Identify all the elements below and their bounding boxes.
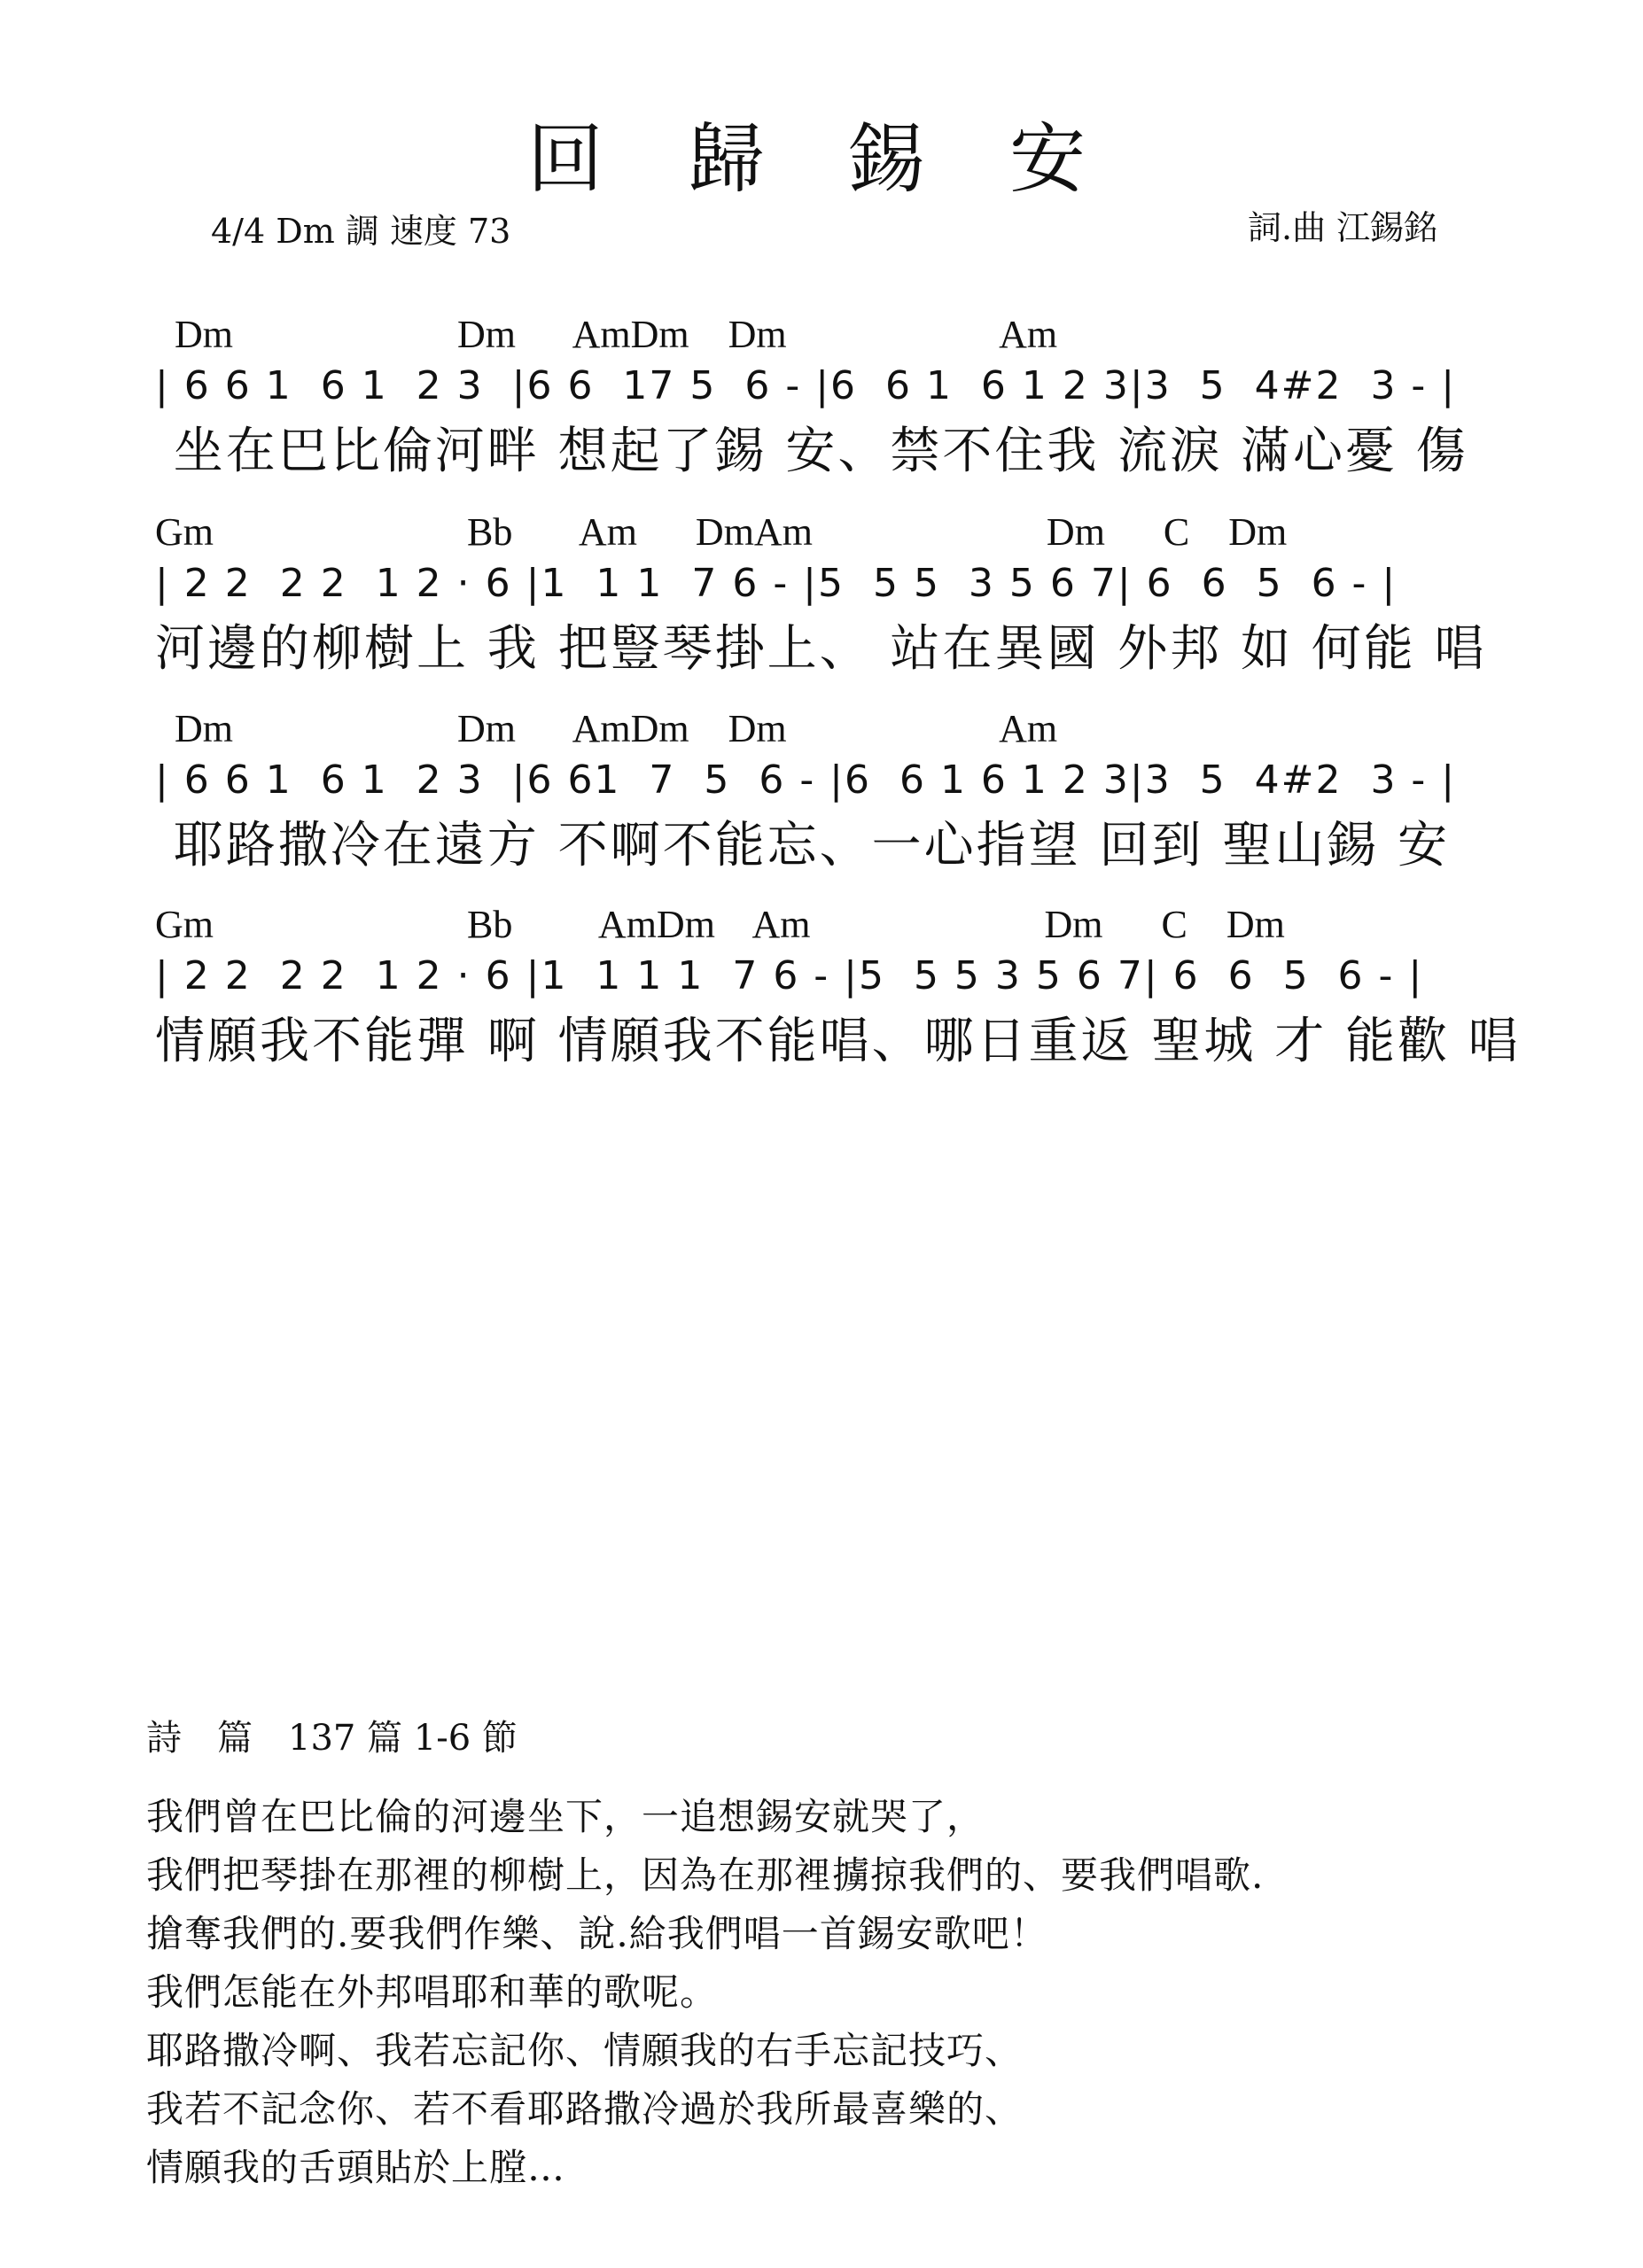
chord-row-3: Dm Dm AmDm Dm Am bbox=[155, 707, 1058, 750]
credit: 詞.曲 江錫銘 bbox=[1248, 208, 1438, 247]
lyrics-row-2: 河邊的柳樹上 我 把豎琴掛上、 站在異國 外邦 如 何能 唱 bbox=[155, 620, 1487, 678]
melody-row-3: | 6 6 1 6 1 2 3 |6 61 7 5 6 - |6 6 1 6 1 2 3|3 5 4#2 3 - | bbox=[155, 757, 1457, 803]
psalm-line: 我若不記念你、若不看耶路撒冷過於我所最喜樂的、 bbox=[146, 2087, 1024, 2131]
psalm-line: 耶路撒冷啊、我若忘記你、情願我的右手忘記技巧、 bbox=[146, 2029, 1024, 2072]
time-key-tempo: 4/4 Dm 調 速度 73 bbox=[211, 212, 511, 251]
psalm-line: 情願我的舌頭貼於上膛… bbox=[146, 2146, 566, 2189]
melody-row-2: | 2 2 2 2 1 2 · 6 |1 1 1 7 6 - |5 5 5 3 5 6 7| 6 6 5 6 - | bbox=[155, 561, 1398, 606]
psalm-line: 我們曾在巴比倫的河邊坐下，一追想錫安就哭了， bbox=[146, 1795, 985, 1838]
chord-row-4: Gm Bb AmDm Am Dm C Dm bbox=[155, 903, 1285, 946]
lyrics-row-3: 耶路撒冷在遠方 不啊不能忘、一心指望 回到 聖山錫 安 bbox=[155, 817, 1451, 874]
psalm-line: 我們怎能在外邦唱耶和華的歌呢。 bbox=[146, 1970, 719, 2014]
psalm-line: 我們把琴掛在那裡的柳樹上，因為在那裡擄掠我們的、要我們唱歌. bbox=[146, 1853, 1265, 1897]
psalm-heading: 詩 篇 137 篇 1-6 節 bbox=[146, 1718, 518, 1759]
song-title: 回 歸 錫 安 bbox=[526, 115, 1116, 204]
chord-row-2: Gm Bb Am DmAm Dm C Dm bbox=[155, 510, 1288, 554]
lyrics-row-4: 情願我不能彈 啊 情願我不能唱、哪日重返 聖城 才 能歡 唱 bbox=[155, 1013, 1521, 1070]
lyrics-row-1: 坐在巴比倫河畔 想起了錫 安、禁不住我 流淚 滿心憂 傷 bbox=[155, 423, 1468, 480]
melody-row-4: | 2 2 2 2 1 2 · 6 |1 1 1 1 7 6 - |5 5 5 3 5 6 7| 6 6 5 6 - | bbox=[155, 953, 1424, 998]
melody-row-1: | 6 6 1 6 1 2 3 |6 6 17 5 6 - |6 6 1 6 1 2 3|3 5 4#2 3 - | bbox=[155, 363, 1457, 408]
psalm-line: 搶奪我們的.要我們作樂、說.給我們唱一首錫安歌吧！ bbox=[146, 1912, 1048, 1955]
chord-row-1: Dm Dm AmDm Dm Am bbox=[155, 313, 1058, 356]
